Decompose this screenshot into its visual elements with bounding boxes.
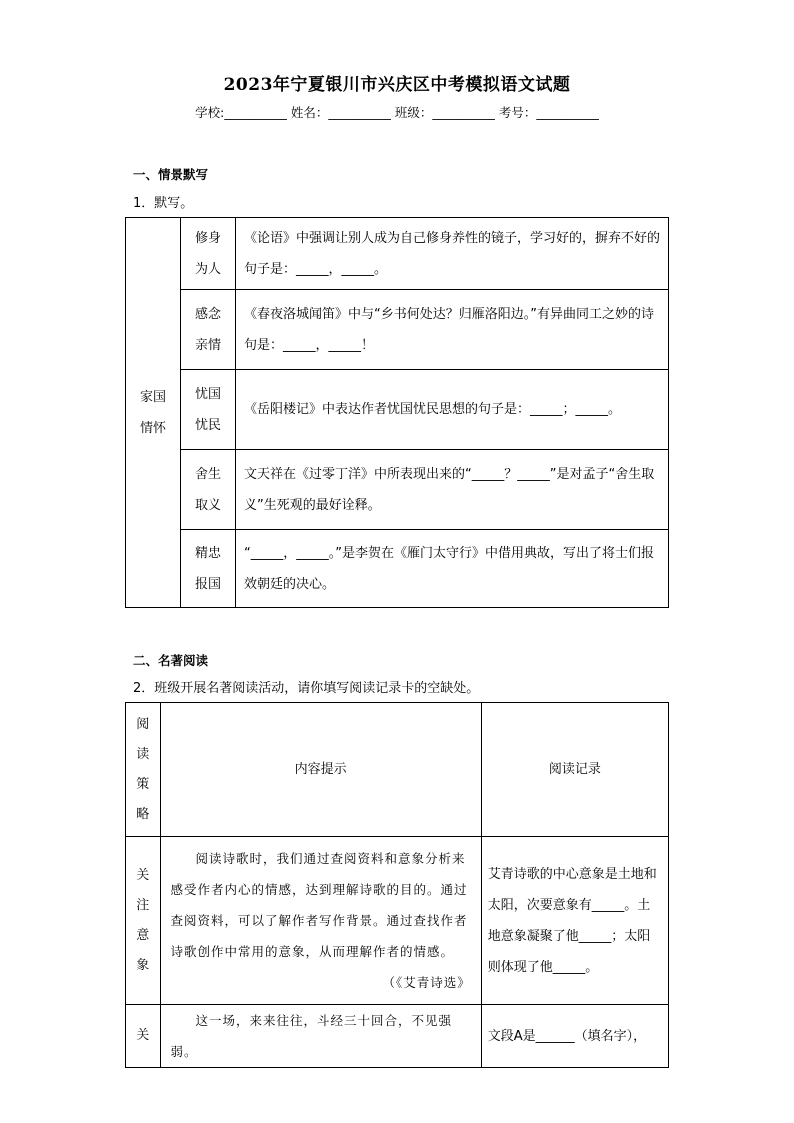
header-strategy: 阅读策略	[126, 703, 161, 837]
class-blank: __________	[432, 105, 495, 120]
exam-no-label: 考号：	[498, 105, 537, 120]
topic-cell: 精忠报国	[181, 530, 236, 608]
topic-cell: 舍生取义	[181, 450, 236, 530]
hint-cell: 这一场，来来往往，斗经三十回合，不见强弱。	[160, 1005, 481, 1068]
table-row	[126, 290, 669, 370]
dictation-text: 《论语》中强调让别人成为自己修身养性的镜子，学习好的，摒弃不好的句子是：_____，_____。	[236, 218, 669, 290]
section1-heading: 一、情景默写	[133, 167, 209, 182]
table-row	[126, 837, 669, 1005]
class-label: 班级：	[394, 105, 433, 120]
table-row	[126, 450, 669, 530]
dictation-text: 文天祥在《过零丁洋》中所表现出来的“_____？_____”是对孟子“舍生取义”生死观的最好诠释。	[236, 450, 669, 530]
table-row	[126, 1005, 669, 1068]
hint-cell	[160, 837, 481, 1005]
reading-record-table	[125, 702, 669, 1068]
name-blank: __________	[328, 105, 391, 120]
dictation-text: 《岳阳楼记》中表达作者忧国忧民思想的句子是：_____；_____。	[236, 370, 669, 450]
record-cell: 文段A是______（填名字），	[481, 1005, 668, 1068]
topic-cell: 修身为人	[181, 218, 236, 290]
dictation-table	[125, 217, 669, 608]
table-row	[126, 530, 669, 608]
question-2: 2．班级开展名著阅读活动，请你填写阅读记录卡的空缺处。	[133, 681, 480, 696]
school-blank: __________	[224, 105, 287, 120]
school-label: 学校:	[195, 105, 225, 120]
exam-no-blank: __________	[536, 105, 599, 120]
record-cell: 艾青诗歌的中心意象是土地和太阳，次要意象有_____。土地意象凝聚了他_____；太阳则体现了他_____。	[481, 837, 668, 1005]
name-label: 姓名：	[290, 105, 329, 120]
question-1: 1．默写。	[133, 196, 194, 211]
header-record: 阅读记录	[481, 703, 668, 837]
group-cell: 家国情怀	[126, 218, 181, 608]
dictation-text: “_____，_____。”是李贺在《雁门太守行》中借用典故，写出了将士们报效朝廷的决心。	[236, 530, 669, 608]
table-row	[126, 370, 669, 450]
hint-source: （《艾青诗选》	[382, 975, 471, 990]
strategy-cell: 关	[126, 1005, 161, 1068]
student-info-line	[0, 103, 794, 121]
hint-text: 阅读诗歌时，我们通过查阅资料和意象分析来感受作者内心的情感，达到理解诗歌的目的。通过查阅资料，可以了解作者写作背景。通过查找作者诗歌创作中常用的意象，从而理解作者的情感。	[170, 851, 468, 959]
strategy-cell: 关注意象	[126, 837, 161, 1005]
table-row	[126, 218, 669, 290]
topic-cell: 忧国忧民	[181, 370, 236, 450]
exam-title: 2023年宁夏银川市兴庆区中考模拟语文试题	[223, 75, 571, 95]
header-hint: 内容提示	[160, 703, 481, 837]
topic-cell: 感念亲情	[181, 290, 236, 370]
dictation-text: 《春夜洛城闻笛》中与“乡书何处达？归雁洛阳边。”有异曲同工之妙的诗句是：_____，_____！	[236, 290, 669, 370]
section2-heading: 二、名著阅读	[133, 653, 209, 668]
table-header-row	[126, 703, 669, 837]
